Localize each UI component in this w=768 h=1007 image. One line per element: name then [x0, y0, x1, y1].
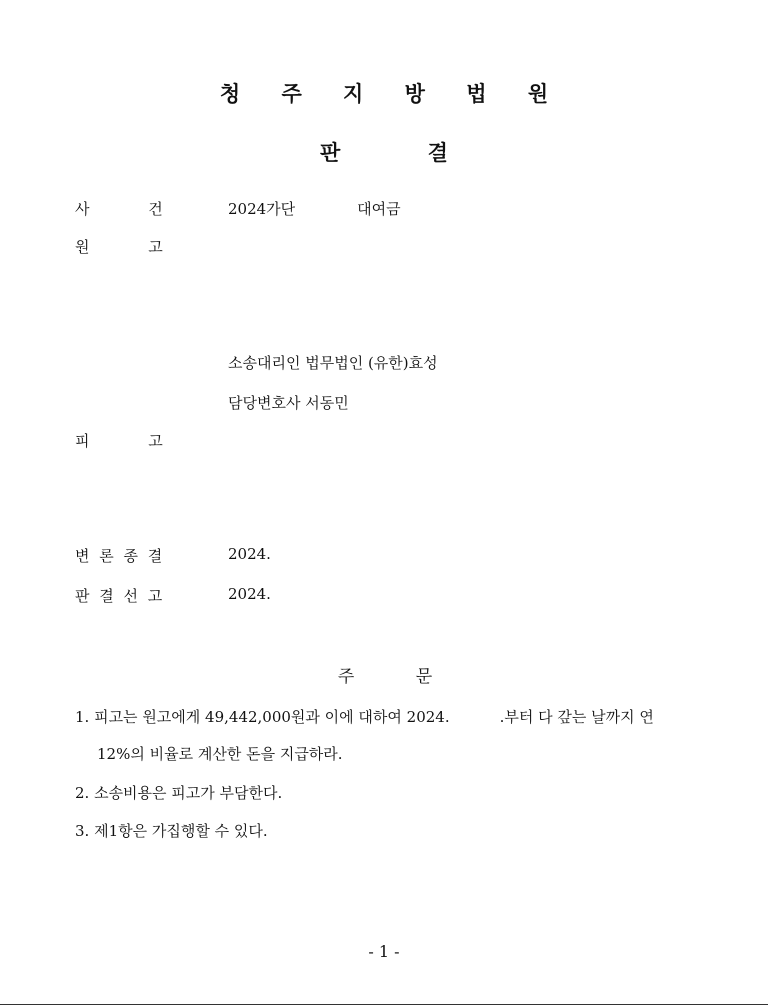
- order-item-1-end: .부터 다 갚는 날까지 연: [499, 708, 654, 726]
- order-item-2: 2. 소송비용은 피고가 부담한다.: [75, 784, 283, 802]
- case-number: 2024가단: [228, 200, 296, 218]
- defendant-label: 피 고: [75, 432, 163, 450]
- hearing-end-label: 변 론 종 결: [75, 547, 163, 565]
- order-section-title: 주 문: [337, 667, 433, 687]
- counsel-line: 소송대리인 법무법인 (유한)효성: [228, 354, 438, 372]
- page-number: - 1 -: [368, 942, 400, 961]
- case-label: 사 건: [75, 200, 163, 218]
- document-type-title: 판 결: [320, 141, 448, 165]
- order-item-1-continued: 12%의 비율로 계산한 돈을 지급하라.: [97, 745, 343, 763]
- order-item-3: 3. 제1항은 가집행할 수 있다.: [75, 822, 268, 840]
- case-value: [228, 198, 401, 219]
- judgment-date-label: 판 결 선 고: [75, 587, 163, 605]
- order-item-1: [75, 706, 654, 727]
- plaintiff-label: 원 고: [75, 238, 163, 256]
- order-item-1-start: 1. 피고는 원고에게 49,442,000원과 이에 대하여 2024.: [75, 708, 450, 726]
- judgment-date: 2024.: [228, 585, 271, 603]
- court-name: 청 주 지 방 법 원: [219, 82, 566, 106]
- case-name: 대여금: [357, 200, 401, 218]
- page-bottom-divider: [0, 1004, 768, 1005]
- lawyer-line: 담당변호사 서동민: [228, 394, 349, 412]
- hearing-end-date: 2024.: [228, 545, 271, 563]
